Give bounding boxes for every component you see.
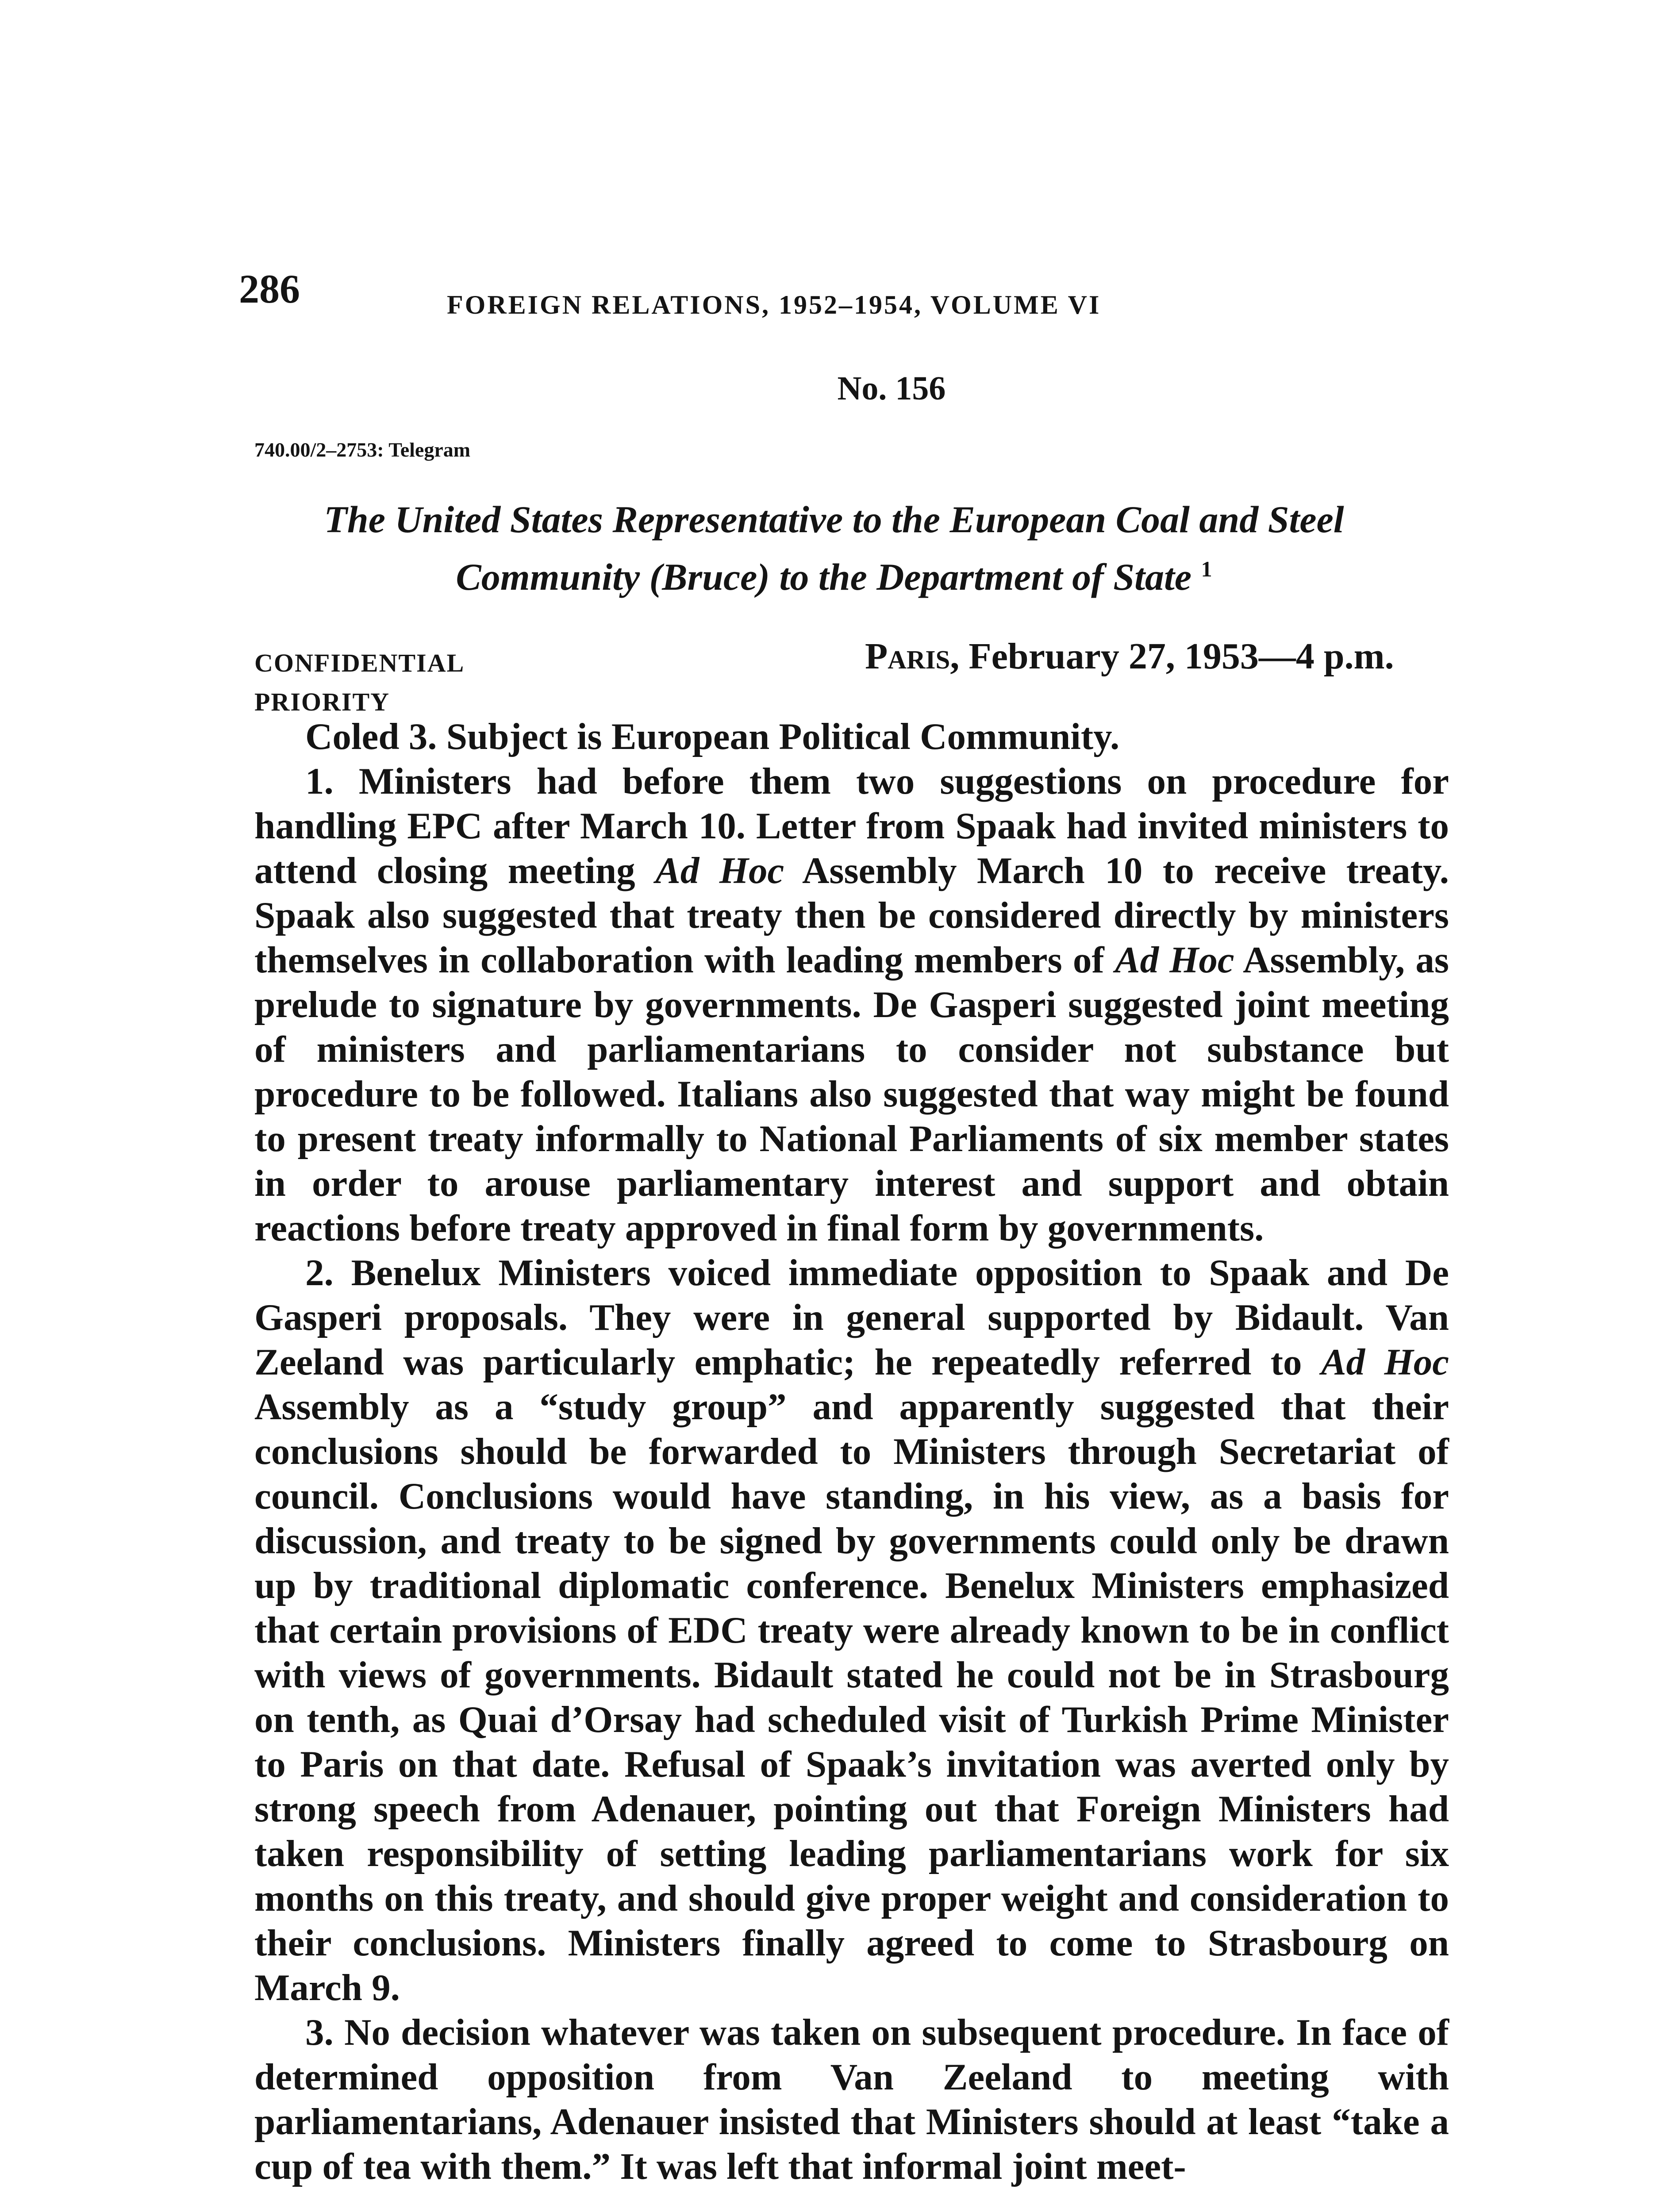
document-title (0, 495, 1668, 602)
title-line-1: The United States Representative to the European Coal and Steel (324, 498, 1344, 541)
paragraph-1 (254, 759, 1449, 1251)
title-line-2 (0, 544, 1668, 602)
classification-label: CONFIDENTIAL (254, 649, 465, 677)
classification-block (254, 644, 465, 722)
title-footnote-mark: 1 (1201, 557, 1212, 581)
paragraph-1-italic-1: Ad Hoc (655, 850, 784, 891)
paragraph-2-italic-1: Ad Hoc (1321, 1341, 1449, 1383)
file-reference: 740.00/2–2753: Telegram (254, 438, 471, 461)
paragraph-1-text-a: 1. Ministers had before them two suggestions on procedure for handling EPC after March 10. Letter from Spaak had invited ministers to attend closing meeting (254, 760, 1449, 891)
document-number: No. 156 (837, 370, 946, 407)
telegram-body (254, 714, 1449, 2189)
paragraph-2-text-a: 2. Benelux Ministers voiced immediate opposition to Spaak and De Gasperi proposals. They were in general supported by Bidault. Van Zeeland was particularly emphatic; he repeatedly referred to (254, 1252, 1449, 1383)
dateline (865, 635, 1394, 678)
dateline-date: , February 27, 1953—4 p.m. (950, 636, 1394, 677)
precedence-label: PRIORITY (254, 687, 390, 716)
page-number: 286 (239, 266, 300, 311)
paragraph-1-italic-2: Ad Hoc (1115, 939, 1234, 981)
running-head: FOREIGN RELATIONS, 1952–1954, VOLUME VI (447, 290, 1101, 319)
dateline-place: Paris (865, 636, 950, 677)
paragraph-subject: Coled 3. Subject is European Political Community. (305, 716, 1120, 757)
paragraph-2-text-b: Assembly as a “study group” and apparently suggested that their conclusions should be forwarded to Ministers through Secretariat of council. Conclusions would have standing, in his view, as a basis for discussion, and treaty to be signed by governments could only be drawn up by traditional diplomatic conference. Benelux Ministers emphasized that certain provisions of EDC treaty were already known to be in conflict with views of governments. Bidault stated he could not be in Strasbourg on tenth, as Quai d’Orsay had scheduled visit of Turkish Prime Minister to Paris on that date. Refusal of Spaak’s invitation was averted only by strong speech from Adenauer, pointing out that Foreign Ministers had taken responsibility of setting leading parliamentarians work for six months on this treaty, and should give proper weight and consideration to their conclusions. Ministers finally agreed to come to Strasbourg on March 9. (254, 1386, 1449, 2008)
paragraph-1-text-b: Assembly March 10 to receive treaty. Spaak also suggested that treaty then be considered directly by ministers themselves in collaboration with leading members of (254, 850, 1449, 981)
paragraph-2 (254, 1251, 1449, 2010)
title-line-2-text: Community (Bruce) to the Department of State (456, 556, 1192, 598)
paragraph-3: 3. No decision whatever was taken on subsequent procedure. In face of determined opposition from Van Zeeland to meeting with parliamentarians, Adenauer insisted that Ministers should at least “take a cup of tea with them.” It was left that informal joint meet- (254, 2012, 1449, 2187)
paragraph-1-text-c: Assembly, as prelude to signature by governments. De Gasperi suggested joint meeting of ministers and parliamentarians to consider not substance but procedure to be followed. Italians also suggested that way might be found to present treaty informally to National Parliaments of six member states in order to arouse parliamentary interest and support and obtain reactions before treaty approved in final form by governments. (254, 939, 1449, 1249)
